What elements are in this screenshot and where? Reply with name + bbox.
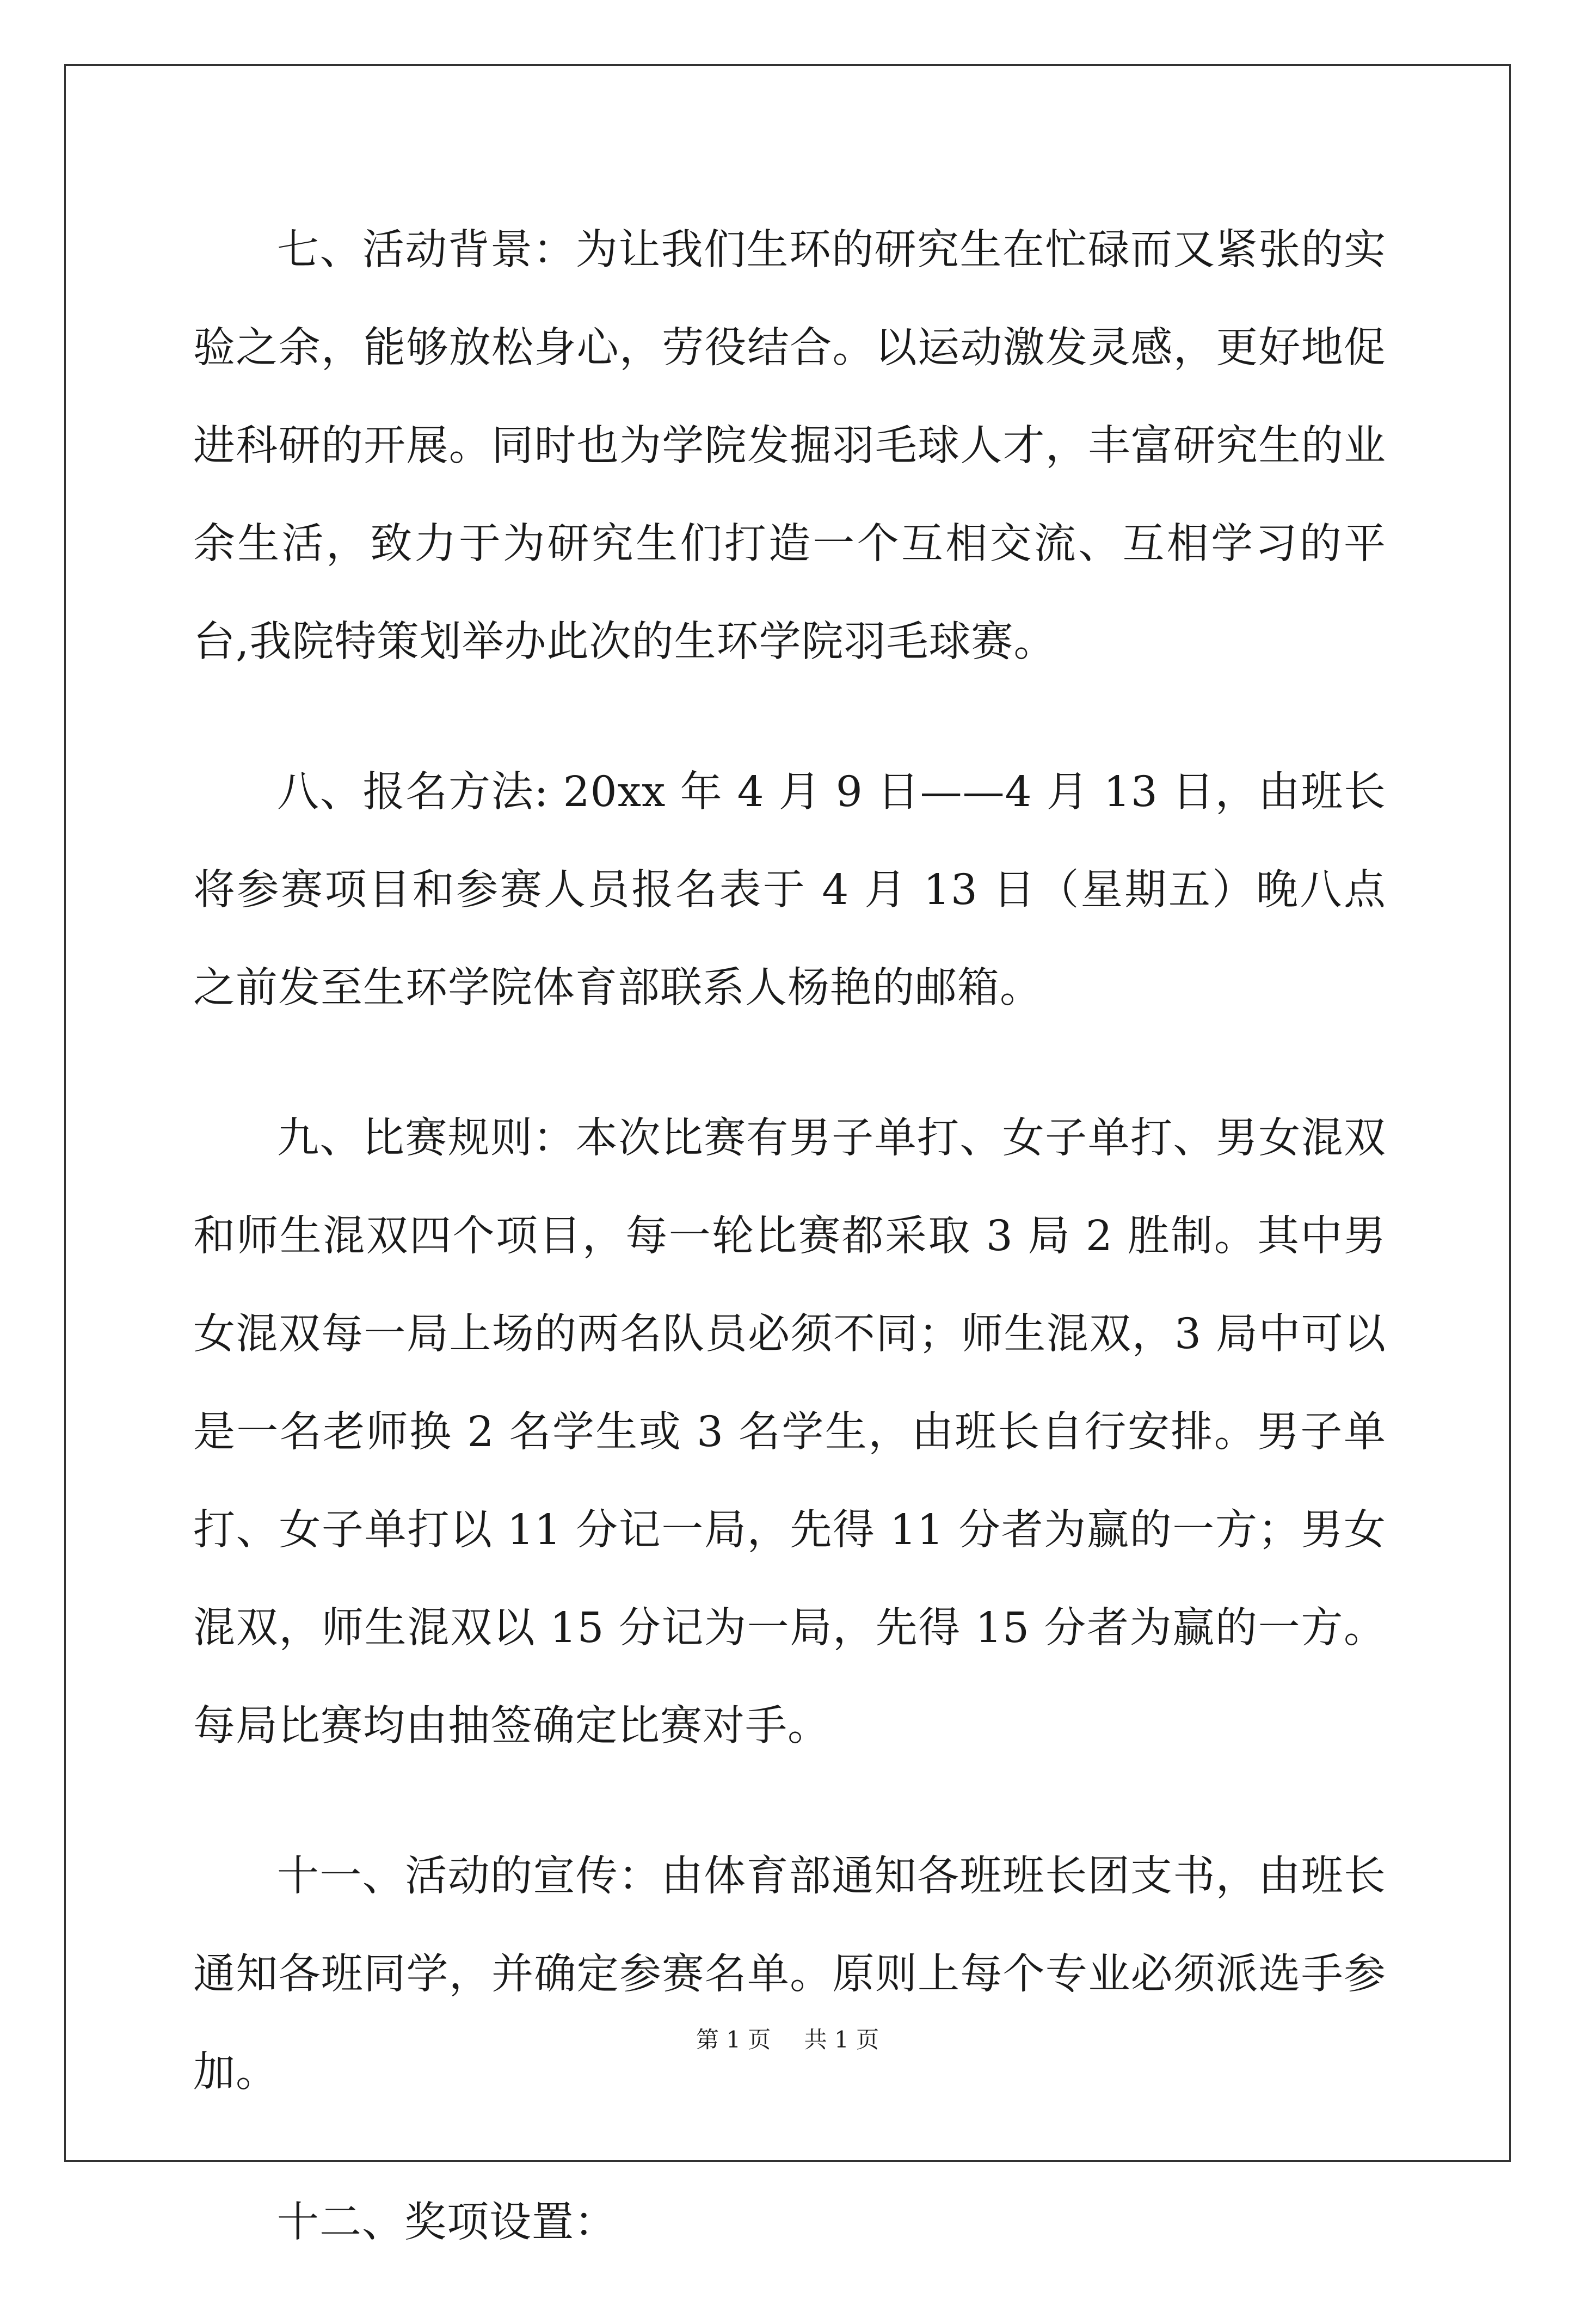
paragraph-competition-rules: 九、比赛规则：本次比赛有男子单打、女子单打、男女混双和师生混双四个项目，每一轮比赛都采取 3 局 2 胜制。其中男女混双每一局上场的两名队员必须不同；师生混双，3 局中可以是一名老师换 2 名学生或 3 名学生，由班长自行安排。男子单打、女子单打以 11 分记一局，先得 11 分者为赢的一方；男女混双，师生混双以 15 分记为一局，先得 15 分者为赢的一方。每局比赛均由抽签确定比赛对手。 (193, 1114, 1386, 1750)
page-footer (0, 2024, 1575, 2056)
document-body (193, 201, 1386, 2324)
page-total: 共 1 页 (804, 2026, 879, 2053)
page-number: 第 1 页 (696, 2026, 771, 2053)
paragraph-registration-method: 八、报名方法: 20xx 年 4 月 9 日——4 月 13 日，由班长将参赛项目和参赛人员报名表于 4 月 13 日（星期五）晚八点之前发至生环学院体育部联系人杨艳的邮箱。 (193, 768, 1386, 1012)
paragraph-award-settings: 十二、奖项设置： (277, 2198, 617, 2247)
paragraph-activity-promotion: 十一、活动的宣传：由体育部通知各班班长团支书，由班长通知各班同学，并确定参赛名单。原则上每个专业必须派选手参加。 (193, 1852, 1386, 2096)
paragraph-activity-background: 七、活动背景：为让我们生环的研究生在忙碌而又紧张的实验之余，能够放松身心，劳役结合。以运动激发灵感，更好地促进科研的开展。同时也为学院发掘羽毛球人才，丰富研究生的业余生活，致力于为研究生们打造一个互相交流、互相学习的平台,我院特策划举办此次的生环学院羽毛球赛。 (193, 226, 1386, 666)
